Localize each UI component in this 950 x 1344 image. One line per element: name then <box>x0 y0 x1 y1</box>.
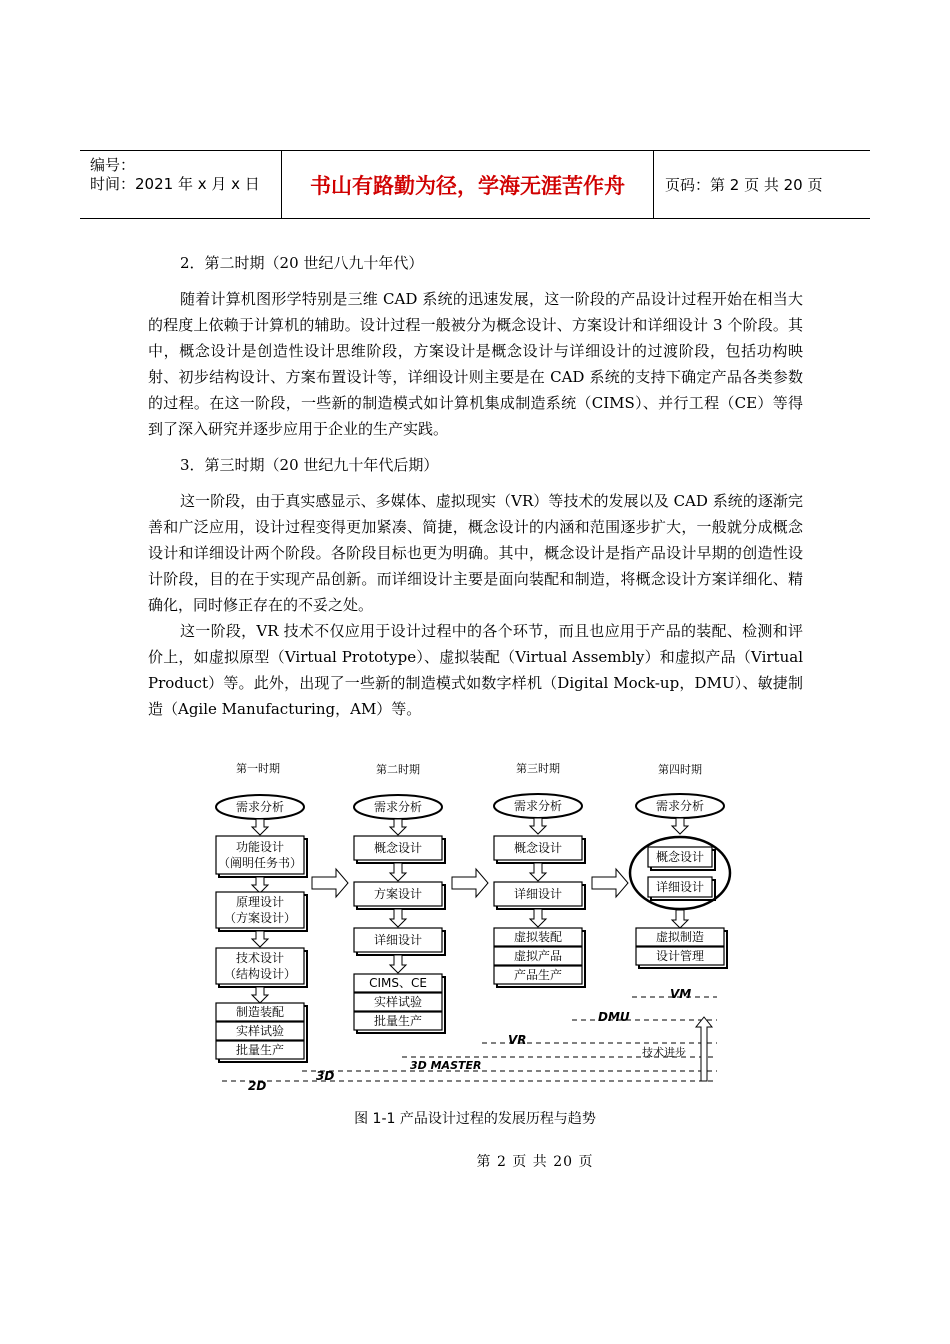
column-2 <box>354 795 445 1033</box>
box-label: 详细设计 <box>655 880 705 894</box>
figure-caption: 图 1-1 产品设计过程的发展历程与趋势 <box>354 1111 596 1127</box>
box-label: 制造装配 <box>235 1005 285 1019</box>
box-label: 批量生产 <box>373 1014 423 1028</box>
box-label: 概念设计 <box>513 841 563 855</box>
demand-label: 需求分析 <box>373 800 423 814</box>
arrow-right-icon <box>312 869 348 897</box>
date-label: 时间：2021 年 x 月 x 日 <box>90 175 260 193</box>
page-footer: 第 2 页 共 20 页 <box>476 1154 594 1170</box>
period-1-title: 第一时期 <box>236 762 280 775</box>
figure-svg <box>212 755 732 1095</box>
paragraph: 随着计算机图形学特别是三维 CAD 系统的迅速发展，这一阶段的产品设计过程开始在相当大的程度上依赖于计算机的辅助。设计过程一般被分为概念设计、方案设计和详细设计 3 个阶段。其中，概念设计是创造性设计思维阶段，方案设计是概念设计与详细设计的过渡阶段，包括功构映射、初步结构设计、方案布置设计等，详细设计则主要是在 CAD 系统的支持下确定产品各类参数的过程。在这一阶段，一些新的制造模式如计算机集成制造系统（CIMS）、并行工程（CE）等得到了深入研究并逐步应用于企业的生产实践。 <box>148 290 803 438</box>
section-heading-3: 3．第三时期（20 世纪九十年代后期） <box>180 456 439 474</box>
column-1 <box>216 795 307 1062</box>
header-meta <box>80 151 280 218</box>
period-2-title: 第二时期 <box>376 763 420 776</box>
box-label: 技术设计 <box>235 951 285 965</box>
demand-label: 需求分析 <box>655 799 705 813</box>
box-label: 实样试验 <box>373 995 423 1009</box>
box-label: 功能设计 <box>235 840 285 854</box>
tech-label: 2D <box>248 1079 267 1093</box>
section-heading-2: 2．第二时期（20 世纪八九十年代） <box>180 254 424 272</box>
box-label: 批量生产 <box>235 1043 285 1057</box>
demand-label: 需求分析 <box>513 799 563 813</box>
motto: 书山有路勤为径，学海无涯苦作舟 <box>281 151 654 218</box>
box-label: 详细设计 <box>373 933 423 947</box>
box-label: 虚拟制造 <box>655 930 705 944</box>
box-label: 实样试验 <box>235 1024 285 1038</box>
column-3 <box>494 794 585 987</box>
box-label: （方案设计） <box>223 911 297 925</box>
design-process-figure <box>212 755 732 1099</box>
paragraph: 这一阶段，由于真实感显示、多媒体、虚拟现实（VR）等技术的发展以及 CAD 系统的逐渐完善和广泛应用，设计过程变得更加紧凑、简捷，概念设计的内涵和范围逐步扩大，一般就分成概念设计和详细设计两个阶段。各阶段目标也更为明确。其中，概念设计是指产品设计早期的创造性设计阶段，目的在于实现产品创新。而详细设计主要是面向装配和制造，将概念设计方案详细化、精确化，同时修正存在的不妥之处。 <box>148 492 803 614</box>
box-label: 设计管理 <box>655 949 705 963</box>
demand-label: 需求分析 <box>235 800 285 814</box>
box-label: CIMS、CE <box>369 976 427 990</box>
box-label: 概念设计 <box>373 841 423 855</box>
tech-label: DMU <box>598 1010 630 1024</box>
page-info: 页码：第 2 页 共 20 页 <box>665 176 823 194</box>
box-label: 虚拟装配 <box>513 930 563 944</box>
period-3-title: 第三时期 <box>516 762 560 775</box>
box-label: （结构设计） <box>223 967 297 981</box>
number-label: 编号： <box>90 156 136 174</box>
arrow-right-icon <box>452 869 488 897</box>
box-label: 虚拟产品 <box>513 949 563 963</box>
document-body <box>148 250 803 722</box>
box-label: （阐明任务书） <box>217 856 303 870</box>
column-4 <box>630 794 730 968</box>
tech-label: VM <box>670 987 692 1001</box>
paragraph: 这一阶段，VR 技术不仅应用于设计过程中的各个环节，而且也应用于产品的装配、检测和评价上，如虚拟原型（Virtual Prototype）、虚拟装配（Virtual Assembly）和虚拟产品（Virtual Product）等。此外，出现了一些新的制造模式如数字样机（Digital Mock-up，DMU）、敏捷制造（Agile Manufacturing，AM）等。 <box>148 622 803 718</box>
tech-label: VR <box>508 1033 527 1047</box>
box-label: 详细设计 <box>513 887 563 901</box>
arrow-right-icon <box>592 869 628 897</box>
box-label: 原理设计 <box>235 895 285 909</box>
period-4-title: 第四时期 <box>658 763 702 776</box>
page-header <box>80 150 870 219</box>
box-label: 概念设计 <box>655 850 705 864</box>
box-label: 方案设计 <box>373 887 423 901</box>
box-label: 产品生产 <box>513 968 563 982</box>
tech-progress-label: 技术进步 <box>642 1046 686 1059</box>
tech-label: 3D MASTER <box>410 1059 482 1072</box>
tech-label: 3D <box>316 1069 335 1083</box>
